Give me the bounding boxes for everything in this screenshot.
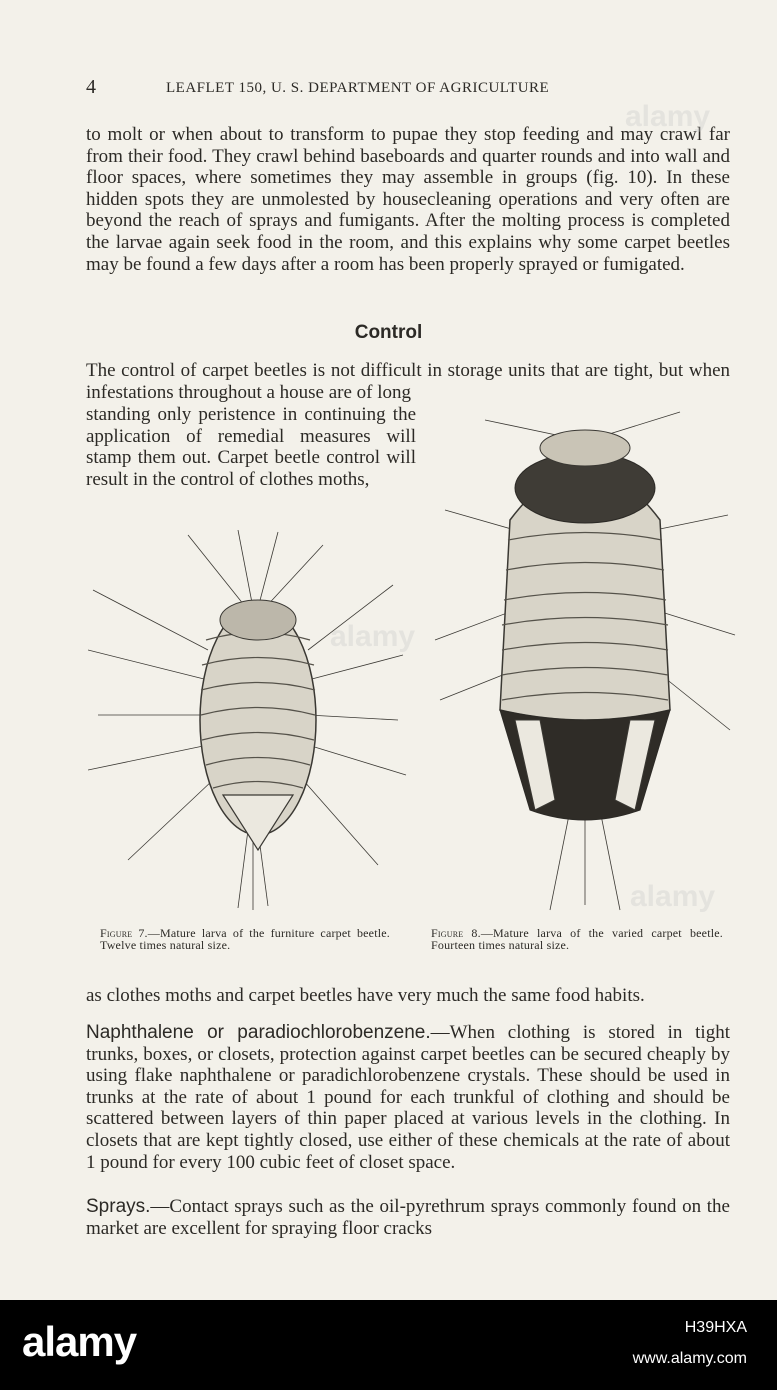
stock-footer-bar <box>0 1300 777 1390</box>
sprays-text: —Contact sprays such as the oil-pyrethrum sprays commonly found on the market are excellent for spraying floor cracks <box>86 1196 730 1239</box>
control-paragraph-wrapped: standing only peristence in continuing the application of remedial measures will stamp them out. Carpet beetle control will result in the control of clothes moths, <box>86 404 416 490</box>
figure-8-larva-illustration <box>430 410 740 915</box>
figure-7-larva-illustration <box>88 530 408 910</box>
figure-7-caption-text: —Mature larva of the furniture carpet beetle. Twelve times natural size. <box>100 926 391 952</box>
figure-8-caption-text: —Mature larva of the varied carpet beetle. Fourteen times natural size. <box>431 926 723 952</box>
control-paragraph-full-width: The control of carpet beetles is not difficult in storage units that are tight, but when infestations throughout a house are of long <box>86 360 730 403</box>
running-head-title: LEAFLET 150, U. S. DEPARTMENT OF AGRICULTURE <box>166 80 550 96</box>
section-heading-control: Control <box>354 322 423 343</box>
watermark-top: alamy <box>625 100 711 133</box>
watermark-middle: alamy <box>330 620 416 653</box>
alamy-logo-text: alamy <box>22 1318 137 1365</box>
running-head <box>86 76 738 100</box>
page-number: 4 <box>86 76 97 98</box>
watermark-bottom: alamy <box>630 880 716 913</box>
naphthalene-paragraph <box>86 1022 730 1173</box>
figure-7-caption <box>100 927 390 951</box>
sprays-heading: Sprays. <box>86 1196 151 1217</box>
site-link[interactable]: www.alamy.com <box>632 1350 747 1367</box>
naphthalene-text: —When clothing is stored in tight trunks, boxes, or closets, protection against carpet beetles can be secured cheaply by using flake naphthalene or paradichlorobenzene crystals. These should be used in trunks at the rate of about 1 pound for each trunkful of clothing and should be scattered between layers of thin paper placed at various levels in the clothing. In closets that are kept tightly closed, use either of these chemicals at the rate of about 1 pound for every 100 cubic feet of closet space. <box>86 1022 730 1173</box>
alamy-logo <box>22 1318 212 1368</box>
continuation-paragraph: as clothes moths and carpet beetles have very much the same food habits. <box>86 985 645 1006</box>
sprays-paragraph <box>86 1196 730 1239</box>
figure-8-label: Figure 8. <box>431 926 481 940</box>
figure-8-caption <box>431 927 723 951</box>
figure-7-label: Figure 7. <box>100 926 148 940</box>
intro-paragraph: to molt or when about to transform to pupae they stop feeding and may crawl far from their food. They crawl behind baseboards and quarter rounds and into wall and floor spaces, where sometimes they may assemble in groups (fig. 10). In these hidden spots they are unmolested by housecleaning operations and very often are beyond the reach of sprays and fumigants. After the molting process is completed the larvae again seek food in the room, and this explains why some carpet beetles may be found a few days after a room has been properly sprayed or fumigated. <box>86 124 730 275</box>
naphthalene-heading: Naphthalene or paradiochlorobenzene. <box>86 1022 431 1043</box>
image-id: H39HXA <box>684 1319 747 1336</box>
